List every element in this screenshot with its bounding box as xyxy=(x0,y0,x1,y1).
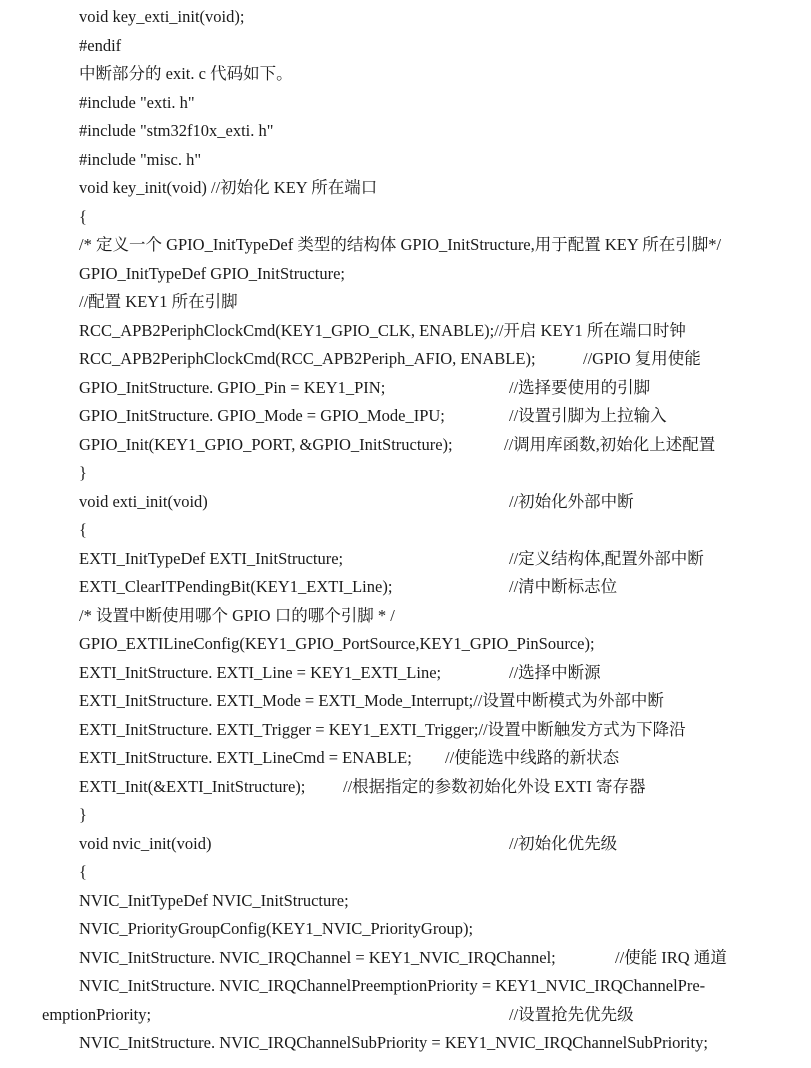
code-text: #include "misc. h" xyxy=(79,149,202,169)
code-line xyxy=(79,858,781,887)
code-line xyxy=(79,231,781,260)
code-line xyxy=(79,260,781,289)
code-line xyxy=(79,944,781,973)
code-text: NVIC_InitTypeDef NVIC_InitStructure; xyxy=(79,890,349,910)
code-text: EXTI_InitStructure. EXTI_Line = KEY1_EXTI_Line; xyxy=(79,662,442,682)
code-text: void exti_init(void) xyxy=(79,491,208,511)
code-text: NVIC_InitStructure. NVIC_IRQChannel = KEY1_NVIC_IRQChannel; xyxy=(79,947,556,967)
code-text: #endif xyxy=(79,35,122,55)
code-text: #include "exti. h" xyxy=(79,92,195,112)
code-comment: //清中断标志位 xyxy=(509,577,618,596)
code-text: NVIC_InitStructure. NVIC_IRQChannelSubPriority = KEY1_NVIC_IRQChannelSubPriority; xyxy=(79,1033,708,1052)
code-text: EXTI_InitStructure. EXTI_Mode = EXTI_Mode_Interrupt;//设置中断模式为外部中断 xyxy=(79,691,664,710)
code-text: GPIO_EXTILineConfig(KEY1_GPIO_PortSource,KEY1_GPIO_PinSource); xyxy=(79,634,595,653)
code-line xyxy=(79,459,781,488)
code-line xyxy=(79,117,781,146)
code-line xyxy=(79,32,781,61)
code-line xyxy=(79,545,781,574)
code-text: EXTI_InitStructure. EXTI_LineCmd = ENABLE; xyxy=(79,748,412,767)
code-comment: //使能 IRQ 通道 xyxy=(615,947,727,967)
code-line xyxy=(79,630,781,659)
code-text: NVIC_PriorityGroupConfig(KEY1_NVIC_PriorityGroup); xyxy=(79,919,474,938)
code-line xyxy=(79,716,781,745)
code-line xyxy=(79,972,781,1001)
code-text: GPIO_Init(KEY1_GPIO_PORT, &GPIO_InitStructure); xyxy=(79,434,453,454)
code-line xyxy=(79,203,781,232)
code-comment: //设置引脚为上拉输入 xyxy=(509,406,667,425)
code-text: void key_exti_init(void); xyxy=(79,7,245,26)
code-text: GPIO_InitTypeDef GPIO_InitStructure; xyxy=(79,263,346,283)
code-line xyxy=(79,659,781,688)
code-line xyxy=(79,801,781,830)
code-line xyxy=(79,3,781,32)
code-text: EXTI_InitTypeDef EXTI_InitStructure; xyxy=(79,548,344,568)
code-comment: //定义结构体,配置外部中断 xyxy=(509,548,704,568)
code-text: emptionPriority; xyxy=(42,1004,152,1024)
code-line xyxy=(79,887,781,916)
code-line xyxy=(79,830,781,859)
prose-text: 中断部分的 exit. c 代码如下。 xyxy=(79,64,293,83)
code-line-continuation xyxy=(42,1001,781,1030)
code-line xyxy=(79,89,781,118)
code-line xyxy=(79,687,781,716)
code-comment: //初始化优先级 xyxy=(509,833,618,853)
prose-line xyxy=(79,60,781,89)
code-text: } xyxy=(79,463,87,482)
code-text: void nvic_init(void) xyxy=(79,833,212,853)
code-line xyxy=(79,744,781,773)
code-line xyxy=(79,345,781,374)
code-text: RCC_APB2PeriphClockCmd(RCC_APB2Periph_AFIO, ENABLE); xyxy=(79,349,536,368)
code-text: } xyxy=(79,805,87,824)
code-comment: //使能选中线路的新状态 xyxy=(445,748,620,767)
code-text: NVIC_InitStructure. NVIC_IRQChannelPreemptionPriority = KEY1_NVIC_IRQChannelPre- xyxy=(79,976,706,995)
code-line xyxy=(79,1029,781,1058)
code-comment: //GPIO 复用使能 xyxy=(583,349,701,368)
code-line xyxy=(79,146,781,175)
code-line xyxy=(79,602,781,631)
code-line xyxy=(79,915,781,944)
code-text: #include "stm32f10x_exti. h" xyxy=(79,121,274,140)
code-line xyxy=(79,516,781,545)
code-text: EXTI_InitStructure. EXTI_Trigger = KEY1_EXTI_Trigger;//设置中断触发方式为下降沿 xyxy=(79,719,686,739)
code-text: /* 定义一个 GPIO_InitTypeDef 类型的结构体 GPIO_InitStructure,用于配置 KEY 所在引脚*/ xyxy=(79,235,722,254)
code-text: EXTI_Init(&EXTI_InitStructure); xyxy=(79,776,306,796)
code-line xyxy=(79,431,781,460)
code-line xyxy=(79,288,781,317)
code-text: GPIO_InitStructure. GPIO_Mode = GPIO_Mode_IPU; xyxy=(79,406,445,425)
code-text: GPIO_InitStructure. GPIO_Pin = KEY1_PIN; xyxy=(79,377,386,397)
code-text: { xyxy=(79,862,87,881)
code-text: void key_init(void) //初始化 KEY 所在端口 xyxy=(79,178,378,197)
code-line xyxy=(79,573,781,602)
code-comment: //选择中断源 xyxy=(509,662,601,682)
code-line xyxy=(79,374,781,403)
code-comment: //设置抢先优先级 xyxy=(509,1004,634,1024)
code-line xyxy=(79,488,781,517)
code-line xyxy=(79,317,781,346)
code-text: { xyxy=(79,206,87,226)
code-line xyxy=(79,402,781,431)
code-text: RCC_APB2PeriphClockCmd(KEY1_GPIO_CLK, ENABLE);//开启 KEY1 所在端口时钟 xyxy=(79,320,686,340)
code-comment: //调用库函数,初始化上述配置 xyxy=(504,434,716,454)
code-comment: //根据指定的参数初始化外设 EXTI 寄存器 xyxy=(343,776,646,796)
code-comment: //选择要使用的引脚 xyxy=(509,377,651,397)
code-text: /* 设置中断使用哪个 GPIO 口的哪个引脚 * / xyxy=(79,605,395,625)
code-text: { xyxy=(79,520,87,539)
code-line xyxy=(79,773,781,802)
code-text: //配置 KEY1 所在引脚 xyxy=(79,292,238,311)
code-comment: //初始化外部中断 xyxy=(509,491,634,511)
code-line xyxy=(79,174,781,203)
code-text: EXTI_ClearITPendingBit(KEY1_EXTI_Line); xyxy=(79,577,393,596)
